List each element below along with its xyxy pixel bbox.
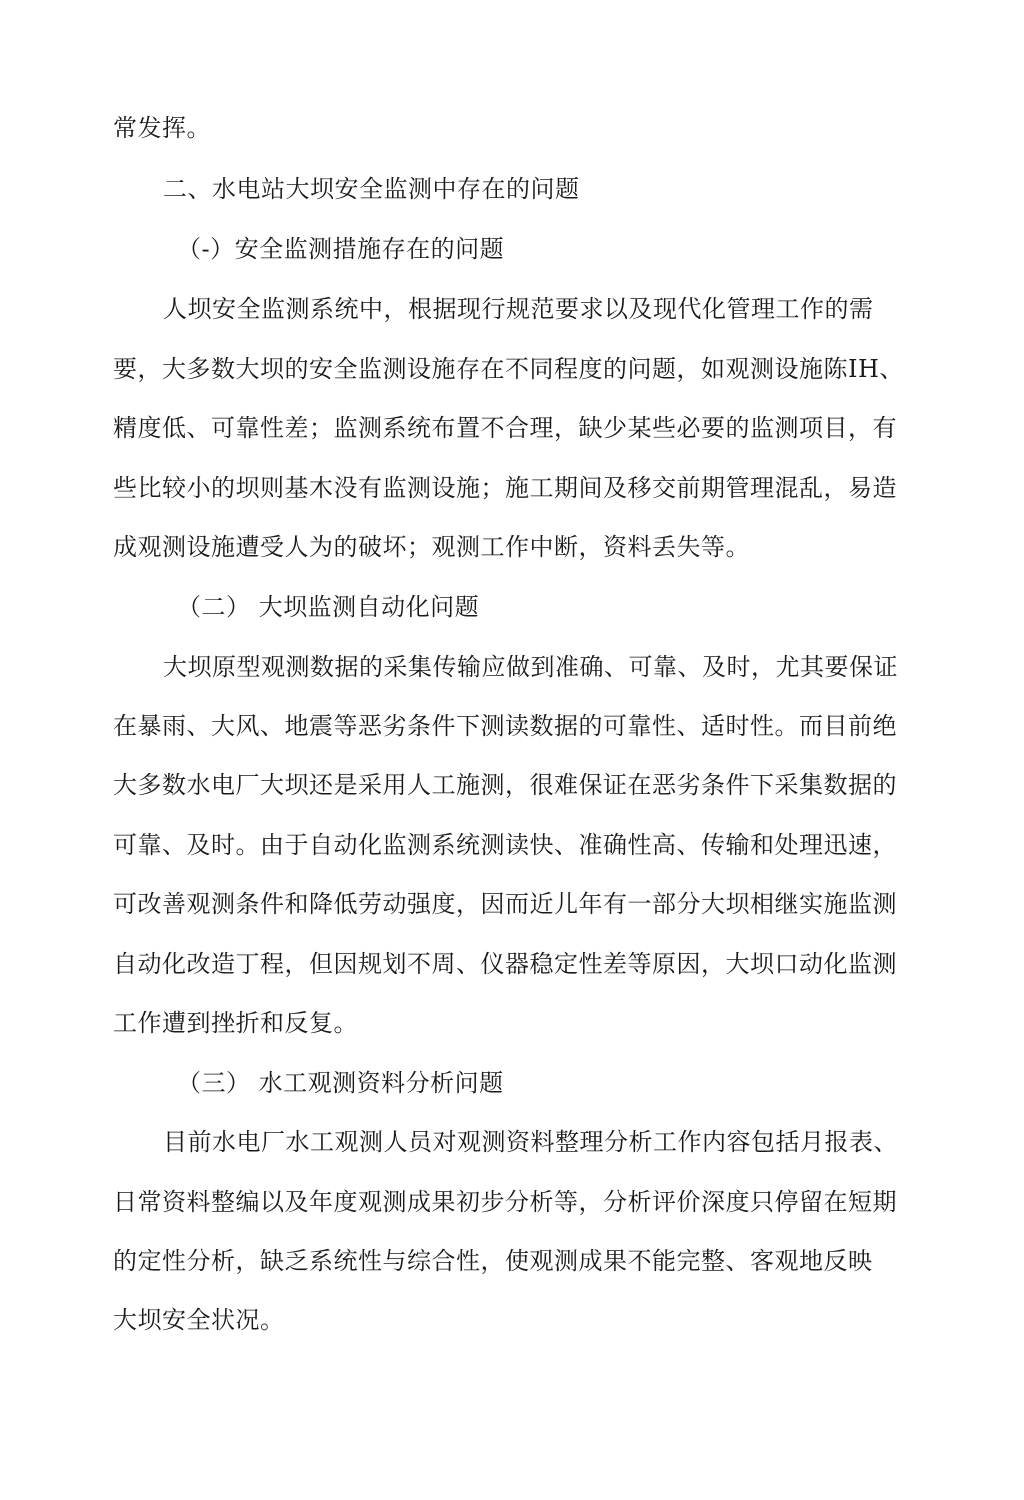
paragraph-tail: 常发挥。	[113, 114, 211, 142]
paragraph-line: 大坝安全状况。	[113, 1306, 285, 1334]
paragraph-line: 日常资料整编以及年度观测成果初步分析等，分析评价深度只停留在短期	[113, 1188, 897, 1216]
subsection-heading-2: （二） 大坝监测自动化问题	[177, 593, 480, 621]
paragraph-line: 的定性分析，缺乏系统性与综合性，使观测成果不能完整、客观地反映	[113, 1247, 873, 1275]
paragraph-line: 精度低、可靠性差；监测系统布置不合理，缺少某些必要的监测项目，有	[113, 414, 897, 442]
paragraph-line: 些比较小的坝则基木没有监测设施；施工期间及移交前期管理混乱，易造	[113, 474, 897, 502]
paragraph-line: 自动化改造丁程，但因规划不周、仪器稳定性差等原因，大坝口动化监测	[113, 950, 897, 978]
paragraph-line: 可靠、及时。由于自动化监测系统测读快、准确性高、传输和处理迅速，	[113, 831, 897, 859]
paragraph-line: 成观测设施遭受人为的破坏；观测工作中断，资料丢失等。	[113, 533, 750, 561]
paragraph-line: 可改善观测条件和降低劳动强度，因而近儿年有一部分大坝相继实施监测	[113, 890, 897, 918]
paragraph-line: 人坝安全监测系统中，根据现行规范要求以及现代化管理工作的需	[163, 295, 874, 323]
section-heading: 二、水电站大坝安全监测中存在的问题	[163, 175, 580, 203]
paragraph-line: 工作遭到挫折和反复。	[113, 1009, 358, 1037]
paragraph-line: 大坝原型观测数据的采集传输应做到准确、可靠、及时，尤其要保证	[163, 653, 898, 681]
paragraph-line: 要，大多数大坝的安全监测设施存在不同程度的问题，如观测设施陈IH、	[113, 355, 904, 383]
paragraph-line: 目前水电厂水工观测人员对观测资料整理分析工作内容包括月报表、	[163, 1128, 898, 1156]
subsection-heading-3: （三） 水工观测资料分析问题	[177, 1069, 504, 1097]
subsection-heading-1: （-）安全监测措施存在的问题	[177, 235, 505, 263]
paragraph-line: 大多数水电厂大坝还是采用人工施测，很难保证在恶劣条件下采集数据的	[113, 771, 897, 799]
paragraph-line: 在暴雨、大风、地震等恶劣条件下测读数据的可靠性、适时性。而目前绝	[113, 712, 897, 740]
